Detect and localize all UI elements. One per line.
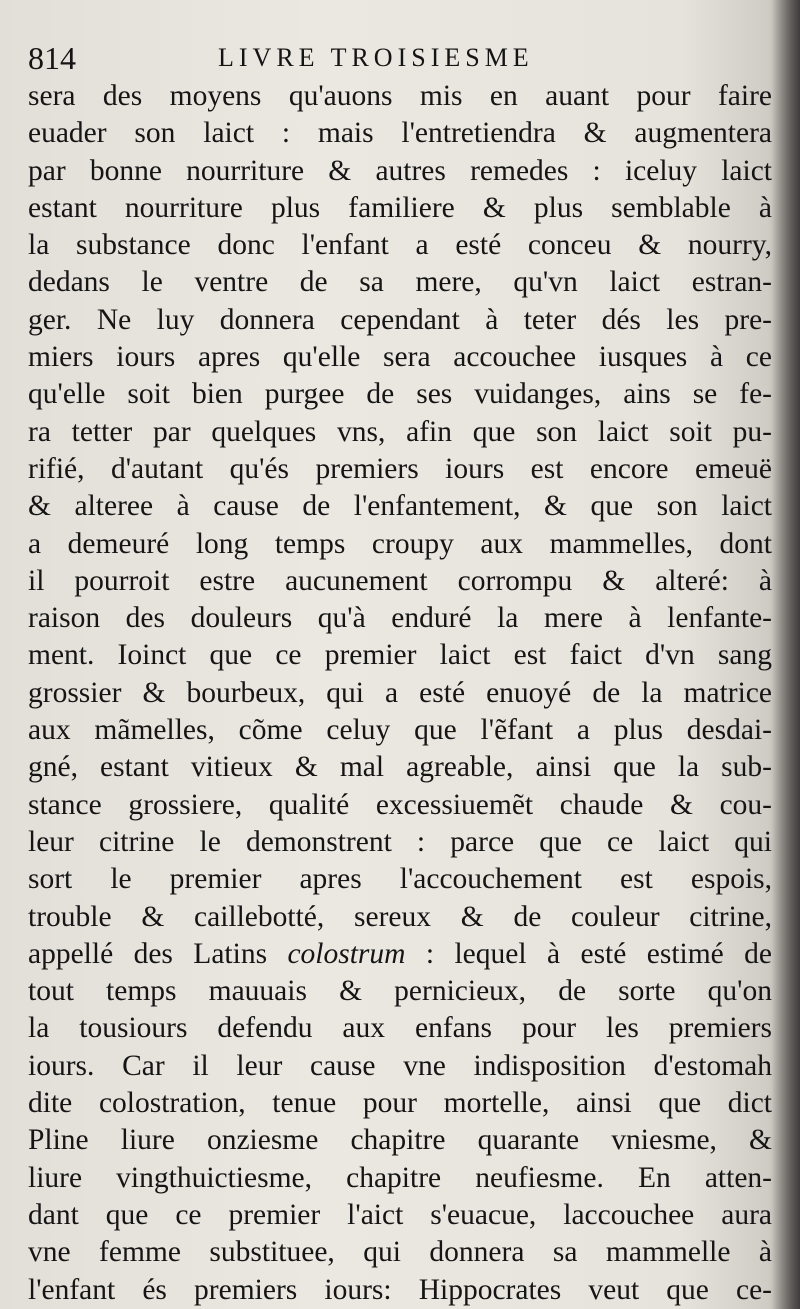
text-line: iours. Car il leur cause vne indisposition d'estomah [28, 1049, 772, 1082]
text-line: stance grossiere, qualité excessiuemẽt chaude & cou- [28, 788, 772, 821]
text-line: sera des moyens qu'auons mis en auant pour faire [28, 80, 772, 112]
text-line: gné, estant vitieux & mal agreable, ainsi que la sub- [28, 751, 772, 784]
running-title: LIVRE TROISIESME [218, 43, 534, 72]
text-line: tout temps mauuais & pernicieux, de sorte qu'on [28, 975, 772, 1008]
text-line: trouble & caillebotté, sereux & de couleur citrine, [28, 900, 772, 933]
text-line: qu'elle soit bien purgee de ses vuidanges, ains se fe- [28, 378, 772, 411]
text-line: liure vingthuictiesme, chapitre neufiesme. En atten- [28, 1161, 772, 1194]
page-number: 814 [28, 40, 76, 76]
text-line: l'enfant és premiers iours: Hippocrates veut que ce- [28, 1273, 772, 1306]
text-line: ra tetter par quelques vns, afin que son laict soit pu- [28, 415, 772, 448]
text-line: sort le premier apres l'accouchement est espois, [28, 863, 772, 896]
text-line: dedans le ventre de sa mere, qu'vn laict estran- [28, 266, 772, 299]
italic-term: colostrum [287, 937, 406, 970]
text-line: vne femme substituee, qui donnera sa mammelle à [28, 1236, 772, 1269]
text-line: ger. Ne luy donnera cependant à teter dés les pre- [28, 303, 772, 336]
text-line: leur citrine le demonstrent : parce que ce laict qui [28, 825, 772, 858]
text-line: par bonne nourriture & autres remedes : iceluy laict [28, 154, 772, 187]
text-line: raison des douleurs qu'à enduré la mere à lenfante- [28, 602, 772, 635]
text-line: aux mãmelles, cõme celuy que l'ẽfant a plus desdai- [28, 714, 772, 747]
text-line: la substance donc l'enfant a esté conceu & nourry, [28, 229, 772, 262]
text-line: appellé des Latins colostrum : lequel à esté estimé de [28, 937, 772, 970]
text-line: euader son laict : mais l'entretiendra & augmentera [28, 117, 772, 150]
text-line: & alteree à cause de l'enfantement, & que son laict [28, 490, 772, 523]
body-text [28, 78, 772, 1309]
text-line: la tousiours defendu aux enfans pour les premiers [28, 1012, 772, 1045]
text-line: grossier & bourbeux, qui a esté enuoyé de la matrice [28, 676, 772, 709]
text-line: ment. Ioinct que ce premier laict est faict d'vn sang [28, 639, 772, 672]
text-line: il pourroit estre aucunement corrompu & alteré: à [28, 564, 772, 597]
text-line: Pline liure onziesme chapitre quarante vniesme, & [28, 1124, 772, 1157]
page-edge-shadow [772, 0, 800, 1309]
text-line: a demeuré long temps croupy aux mammelles, dont [28, 527, 772, 560]
text-line: estant nourriture plus familiere & plus semblable à [28, 191, 772, 224]
text-line: miers iours apres qu'elle sera accouchee iusques à ce [28, 341, 772, 374]
page-header [28, 38, 768, 78]
text-line: rifié, d'autant qu'és premiers iours est encore emeuë [28, 452, 772, 485]
text-line: dite colostration, tenue pour mortelle, ainsi que dict [28, 1087, 772, 1120]
text-line: dant que ce premier l'aict s'euacue, laccouchee aura [28, 1198, 772, 1231]
